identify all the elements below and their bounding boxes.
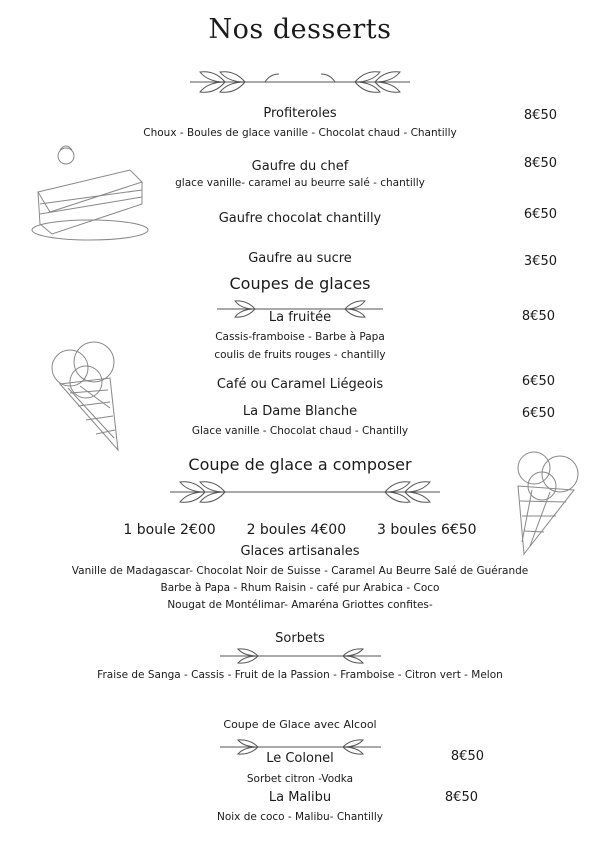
page-title: Nos desserts [208,14,392,45]
laurel-divider-icon [218,644,383,668]
dessert-price: 8€50 [523,108,557,123]
dessert-description: Choux - Boules de glace vanille - Chocolat chaud - Chantilly [143,127,457,139]
alcool-price: 8€50 [450,749,484,764]
sorbet-line: Fraise de Sanga - Cassis - Fruit de la Passion - Framboise - Citron vert - Melon [97,669,503,681]
coupe-name: La Dame Blanche [242,404,358,419]
dessert-name: Gaufre du chef [251,159,349,174]
coupe-name: La fruitée [268,310,332,325]
alcool-description: Noix de coco - Malibu- Chantilly [216,811,383,823]
scoop-option: 3 boules 6€50 [377,522,477,538]
dessert-name: Profiteroles [263,106,337,121]
section-heading: Sorbets [275,631,325,646]
section-heading: Coupes de glaces [229,274,371,293]
laurel-divider-icon [185,64,415,100]
cake-slice-icon [30,142,150,242]
alcool-name: Le Colonel [266,751,334,766]
section-heading: Coupe de glace a composer [188,455,412,474]
coupe-price: 8€50 [521,309,555,324]
dessert-price: 8€50 [523,156,557,171]
flavour-line: Barbe à Papa - Rhum Raisin - café pur Arabica - Coco [160,582,440,594]
coupe-price: 6€50 [521,374,555,389]
laurel-divider-icon [165,474,445,510]
alcool-name: La Malibu [268,790,332,805]
section-heading: Coupe de Glace avec Alcool [223,718,377,731]
flavour-line: Vanille de Madagascar- Chocolat Noir de Suisse - Caramel Au Beurre Salé de Guérande [71,565,529,577]
dessert-name: Gaufre chocolat chantilly [218,211,382,226]
alcool-description: Sorbet citron -Vodka [246,773,354,785]
flavour-line: Nougat de Montélimar- Amaréna Griottes confites- [167,599,433,611]
coupe-price: 6€50 [521,406,555,421]
subsection-heading: Glaces artisanales [240,544,360,559]
alcool-price: 8€50 [444,790,478,805]
scoop-option: 1 boule 2€00 [123,522,216,538]
scoop-options [0,522,600,538]
coupe-description: Cassis-framboise - Barbe à Papa [215,331,385,343]
coupe-name: Café ou Caramel Liégeois [216,377,384,392]
dessert-price: 3€50 [523,254,557,269]
coupe-description: Glace vanille - Chocolat chaud - Chantilly [191,425,409,437]
scoop-option: 2 boules 4€00 [246,522,347,538]
dessert-price: 6€50 [523,207,557,222]
dessert-description: glace vanille- caramel au beurre salé - chantilly [175,177,425,189]
dessert-name: Gaufre au sucre [248,251,352,266]
coupe-description: coulis de fruits rouges - chantilly [214,349,386,361]
